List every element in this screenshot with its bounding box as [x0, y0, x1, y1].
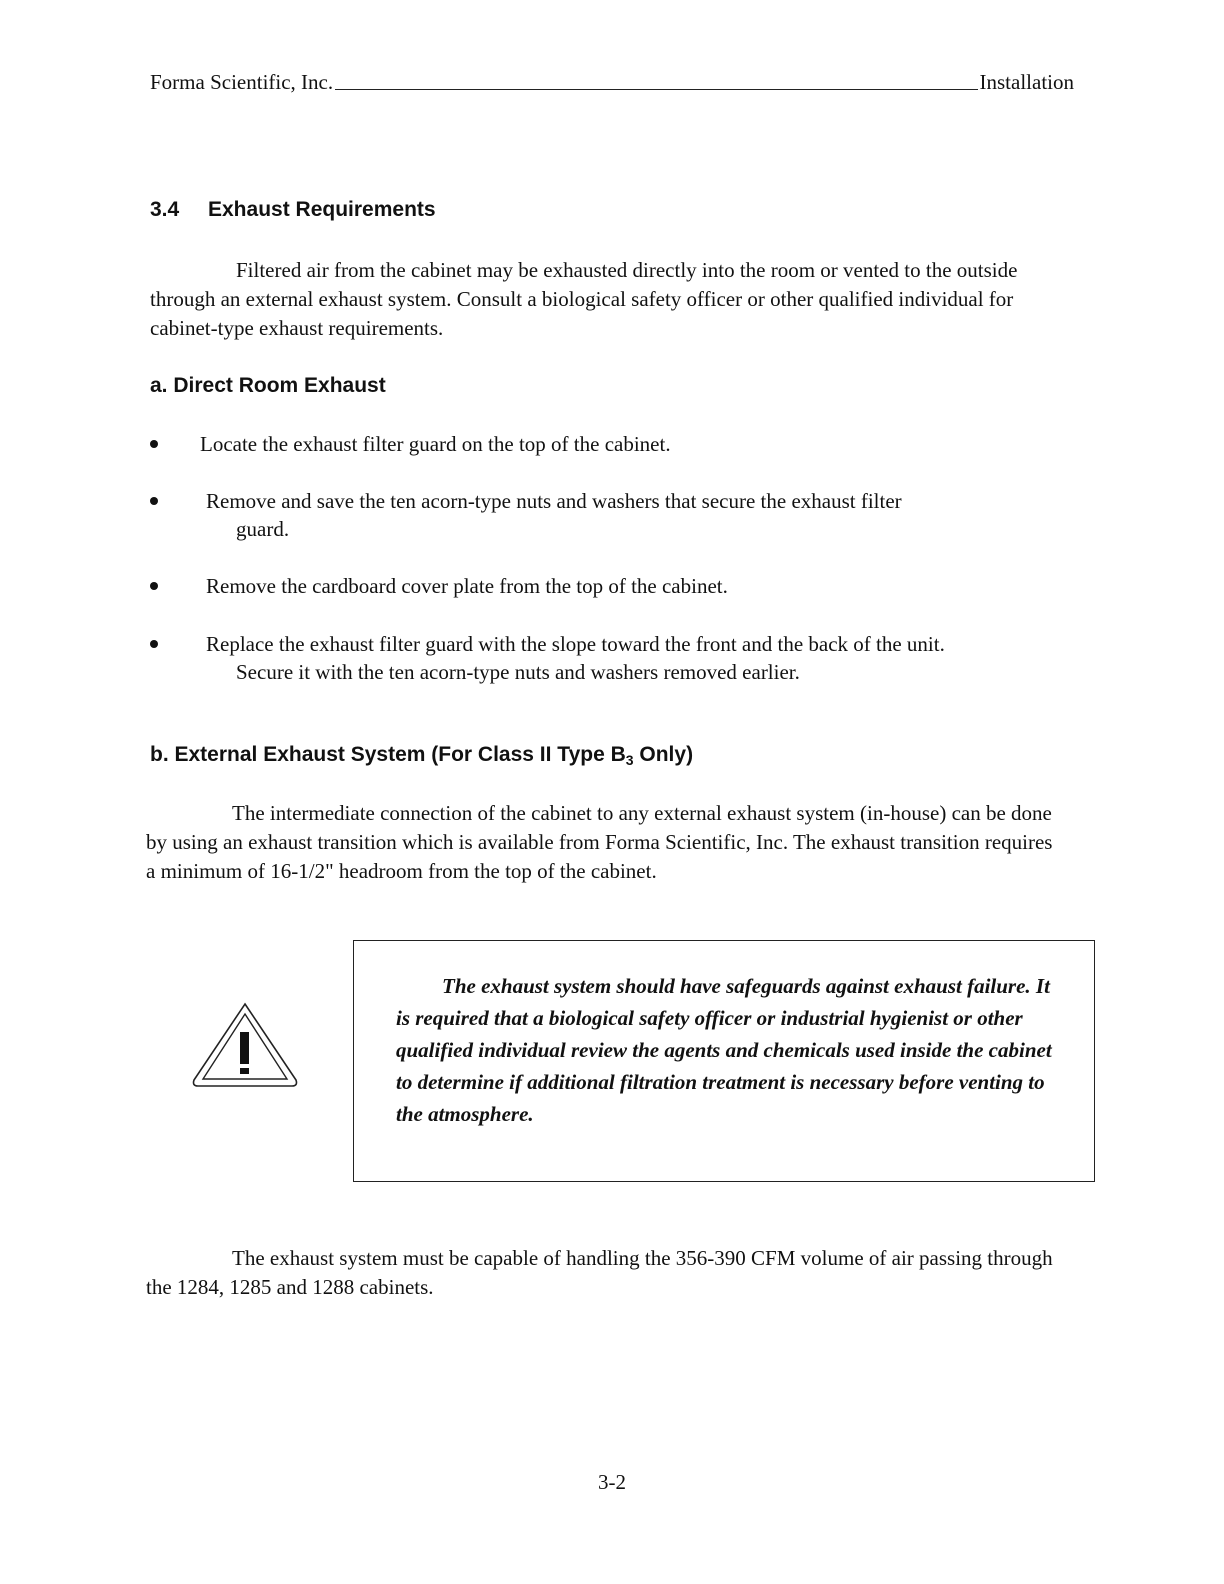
bullet-text-continued: guard. [236, 517, 290, 541]
page-header [150, 70, 1074, 95]
bullet-dot [150, 582, 158, 590]
bullet-dot [150, 440, 158, 448]
section-heading [150, 198, 436, 222]
bullet-text-continued: Secure it with the ten acorn-type nuts and washers removed earlier. [236, 660, 800, 684]
bullet-text: Locate the exhaust filter guard on the top of the cabinet. [200, 432, 671, 456]
subsection-b-title [150, 743, 693, 768]
header-rule [335, 89, 977, 90]
bullet-text: Remove and save the ten acorn-type nuts and washers that secure the exhaust filter [206, 489, 902, 513]
external-exhaust-paragraph: The intermediate connection of the cabinet to any external exhaust system (in-house) can be done by using an exhaust transition which is available from Forma Scientific, Inc. The exhaust transition requires a minimum of 16-1/2" headroom from the top of the cabinet. [146, 801, 1053, 883]
closing-paragraph: The exhaust system must be capable of handling the 356-390 CFM volume of air passing through the 1284, 1285 and 1288 cabinets. [146, 1246, 1053, 1299]
page-number: 3-2 [598, 1470, 626, 1494]
subsection-b-title-text: b. External Exhaust System (For Class II Type B [150, 743, 626, 766]
bullet-text: Remove the cardboard cover plate from the top of the cabinet. [206, 574, 728, 598]
header-chapter: Installation [979, 70, 1074, 94]
subsection-a-title: a. Direct Room Exhaust [150, 374, 386, 397]
warning-text: The exhaust system should have safeguards against exhaust failure. It is required that a biological safety officer or industrial hygienist or other qualified individual review the agents and chemicals used inside the cabinet to determine if additional filtration treatment is necessary before venting to the atmosphere. [396, 974, 1052, 1126]
subsection-b-title-end: Only) [633, 743, 694, 766]
bullet-dot [150, 640, 158, 648]
intro-paragraph: Filtered air from the cabinet may be exhausted directly into the room or vented to the outside through an external exhaust system. Consult a biological safety officer or other qualified individual for cabinet-type exhaust requirements. [150, 258, 1018, 340]
header-company: Forma Scientific, Inc. [150, 70, 334, 94]
warning-triangle-icon [190, 1000, 300, 1088]
section-number: 3.4 [150, 198, 180, 221]
section-title: Exhaust Requirements [208, 198, 436, 221]
bullet-text: Replace the exhaust filter guard with the slope toward the front and the back of the unit. [206, 632, 945, 656]
warning-box [353, 940, 1095, 1182]
subsection-b-title-subscript: 3 [625, 752, 634, 768]
bullet-dot [150, 497, 158, 505]
